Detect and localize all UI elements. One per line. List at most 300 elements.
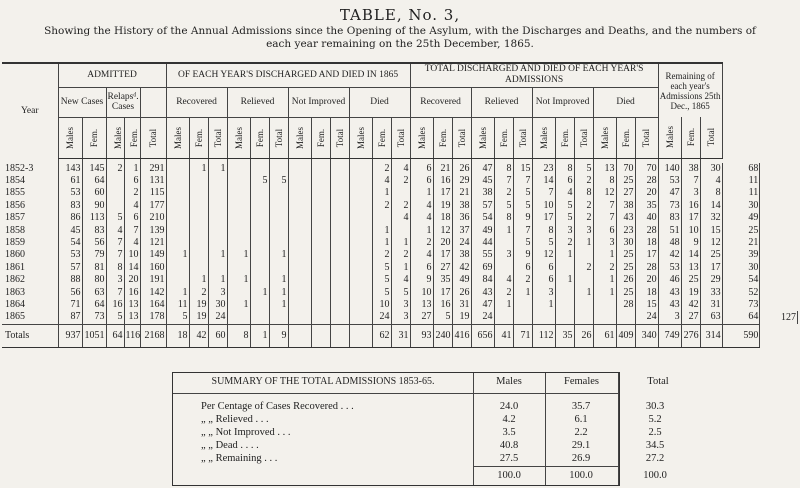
cell: 2	[372, 163, 391, 175]
cell: 13	[593, 163, 616, 175]
cell: 1	[250, 324, 269, 347]
cell: 38	[681, 163, 700, 175]
cell: 39	[722, 249, 760, 261]
cell: 26	[574, 324, 593, 347]
cell	[189, 175, 208, 187]
cell: 1	[208, 274, 227, 286]
cell: 2	[391, 249, 410, 261]
cell	[250, 299, 269, 311]
cell: 16	[106, 299, 124, 311]
cell: 28	[635, 224, 658, 236]
table-row	[2, 262, 798, 274]
cell	[250, 249, 269, 261]
cell: 1	[372, 187, 391, 199]
cell: 10	[532, 200, 555, 212]
cell: 113	[82, 212, 106, 224]
col-header-males-29: Males	[658, 117, 681, 158]
cell: 1	[372, 224, 391, 236]
cell	[494, 311, 513, 324]
cell: 47	[471, 163, 494, 175]
cell: 121	[140, 237, 166, 249]
summary-females-value: 2.2	[574, 427, 588, 438]
cell: 2	[372, 249, 391, 261]
new-cases-header: New Cases	[58, 87, 106, 117]
relieved-header-total: Relieved	[471, 87, 532, 117]
row-year: 1862	[5, 274, 25, 286]
row-year: 1852-3	[5, 162, 34, 174]
cell: 4	[391, 212, 410, 224]
summary-males-value: 40.8	[499, 440, 519, 451]
cell: 115	[140, 187, 166, 199]
cell	[349, 262, 372, 274]
cell	[574, 311, 593, 324]
cell: 3	[658, 311, 681, 324]
cell: 5	[166, 311, 189, 324]
cell	[311, 237, 330, 249]
cell: 17	[635, 249, 658, 261]
cell: 9	[681, 237, 700, 249]
cell: 140	[658, 163, 681, 175]
cell: 5	[269, 175, 288, 187]
cell: 4	[124, 200, 140, 212]
col-header-males-26: Males	[593, 117, 616, 158]
cell: 42	[658, 249, 681, 261]
summary-females-header: Females	[564, 376, 599, 387]
cell	[349, 286, 372, 298]
cell	[250, 212, 269, 224]
cell: 15	[513, 163, 532, 175]
cell: 6	[532, 262, 555, 274]
cell: 314	[700, 324, 722, 347]
cell: 2	[593, 262, 616, 274]
cell: 5	[555, 212, 574, 224]
cell: 10	[681, 224, 700, 236]
cell: 1	[372, 237, 391, 249]
cell	[311, 200, 330, 212]
summary-males-total: 100.0	[497, 470, 521, 481]
row-year: Totals	[2, 324, 58, 347]
cell: 13	[681, 262, 700, 274]
cell	[330, 249, 349, 261]
admitted-header: ADMITTED	[58, 63, 166, 87]
cell	[269, 262, 288, 274]
cell	[593, 299, 616, 311]
cell: 1	[593, 249, 616, 261]
cell: 27	[681, 311, 700, 324]
summary-males-value: 24.0	[499, 401, 519, 412]
cell: 8	[555, 163, 574, 175]
cell	[189, 249, 208, 261]
cell	[311, 249, 330, 261]
table-subtitle: Showing the History of the Annual Admissions since the Opening of the Asylum, with the Discharges and Deaths, and the numbers of each year remaining on the 25th December, 1865.	[44, 25, 756, 50]
recovered-header-total: Recovered	[410, 87, 471, 117]
cell: 5	[106, 311, 124, 324]
cell: 749	[658, 324, 681, 347]
cell	[269, 163, 288, 175]
cell: 1	[208, 163, 227, 175]
cell: 116	[124, 324, 140, 347]
cell: 51	[658, 224, 681, 236]
row-year: 1860	[5, 249, 25, 261]
cell: 28	[635, 175, 658, 187]
cell	[349, 311, 372, 324]
not-improved-header-total: Not Improved	[532, 87, 593, 117]
cell: 4	[700, 175, 722, 187]
cell: 1	[189, 274, 208, 286]
cell: 43	[471, 286, 494, 298]
cell: 73	[82, 311, 106, 324]
cell	[391, 224, 410, 236]
cell	[288, 224, 311, 236]
cell: 14	[124, 262, 140, 274]
cell: 5	[250, 175, 269, 187]
cell: 340	[635, 324, 658, 347]
summary-males-value: 27.5	[499, 453, 519, 464]
summary-row	[173, 427, 662, 440]
cell: 68	[722, 163, 760, 175]
cell	[166, 212, 189, 224]
cell: 60	[82, 187, 106, 199]
cell: 33	[700, 286, 722, 298]
cell	[349, 299, 372, 311]
cell: 20	[635, 187, 658, 199]
cell: 12	[593, 187, 616, 199]
cell: 2	[574, 175, 593, 187]
cell: 3	[555, 224, 574, 236]
col-header-total-19: Total	[452, 117, 471, 158]
cell: 7	[513, 224, 532, 236]
col-header-total-13: Total	[330, 117, 349, 158]
cell: 112	[532, 324, 555, 347]
summary-box	[172, 372, 669, 486]
cell: 48	[658, 237, 681, 249]
table-row	[2, 200, 798, 212]
summary-females-value: 35.7	[571, 401, 591, 412]
cell: 25	[616, 262, 635, 274]
cell: 590	[722, 324, 760, 347]
cell: 28	[635, 262, 658, 274]
cell: 29	[452, 175, 471, 187]
cell: 18	[635, 286, 658, 298]
cell	[166, 237, 189, 249]
cell: 38	[452, 200, 471, 212]
col-header-males-0: Males	[58, 117, 82, 158]
cell	[349, 200, 372, 212]
cell: 5	[513, 237, 532, 249]
cell	[555, 311, 574, 324]
summary-total-value: 30.3	[645, 401, 665, 412]
col-header-total-10: Total	[269, 117, 288, 158]
cell: 57	[58, 262, 82, 274]
cell: 4	[410, 212, 433, 224]
cell: 4	[410, 200, 433, 212]
col-header-fem-15: Fem.	[372, 117, 391, 158]
cell: 7	[106, 237, 124, 249]
row-year: 1857	[5, 212, 25, 224]
cell: 80	[82, 274, 106, 286]
cell: 42	[452, 262, 471, 274]
each-year-header: OF EACH YEAR'S DISCHARGED AND DIED IN 1865	[166, 63, 410, 87]
cell	[106, 200, 124, 212]
cell: 6	[513, 262, 532, 274]
cell	[311, 299, 330, 311]
cell: 1	[410, 224, 433, 236]
cell	[311, 224, 330, 236]
cell: 5	[433, 311, 452, 324]
cell: 12	[700, 237, 722, 249]
cell: 56	[82, 237, 106, 249]
cell: 12	[532, 249, 555, 261]
cell: 2	[513, 274, 532, 286]
summary-title: SUMMARY OF THE TOTAL ADMISSIONS 1853-65.	[211, 376, 435, 387]
cell	[269, 200, 288, 212]
relapsed-cases-header: Relapsᵈ. Cases	[106, 87, 140, 117]
cell: 69	[471, 262, 494, 274]
summary-total-header: Total	[647, 376, 669, 387]
col-header-males-17: Males	[410, 117, 433, 158]
cell	[208, 187, 227, 199]
cell: 8	[494, 163, 513, 175]
cell	[227, 163, 250, 175]
cell: 30	[616, 237, 635, 249]
cell: 17	[681, 212, 700, 224]
cell: 29	[700, 274, 722, 286]
cell: 4	[106, 224, 124, 236]
cell	[227, 187, 250, 199]
cell	[555, 262, 574, 274]
cell: 1	[269, 274, 288, 286]
cell: 5	[106, 212, 124, 224]
cell: 19	[189, 311, 208, 324]
cell: 2	[124, 187, 140, 199]
cell	[208, 175, 227, 187]
cell: 43	[616, 212, 635, 224]
cell: 7	[106, 286, 124, 298]
cell: 42	[681, 299, 700, 311]
col-header-fem-21: Fem.	[494, 117, 513, 158]
cell: 31	[452, 299, 471, 311]
col-header-total-16: Total	[391, 117, 410, 158]
cell: 8	[106, 262, 124, 274]
cell	[391, 187, 410, 199]
cell: 1	[555, 249, 574, 261]
cell: 16	[433, 175, 452, 187]
summary-females-value: 26.9	[571, 453, 591, 464]
cell: 23	[616, 224, 635, 236]
cell	[166, 187, 189, 199]
cell	[330, 299, 349, 311]
cell: 131	[140, 175, 166, 187]
cell	[330, 237, 349, 249]
cell: 21	[452, 187, 471, 199]
cell: 43	[658, 299, 681, 311]
cell: 37	[452, 224, 471, 236]
col-header-total-4: Total	[140, 117, 166, 158]
cell	[189, 262, 208, 274]
cell: 12	[433, 224, 452, 236]
cell: 1	[227, 274, 250, 286]
cell: 13	[124, 311, 140, 324]
summary-total-value: 34.5	[645, 440, 665, 451]
cell: 17	[433, 286, 452, 298]
summary-total-value: 27.2	[645, 453, 665, 464]
cell	[288, 237, 311, 249]
cell: 1	[227, 249, 250, 261]
cell	[311, 286, 330, 298]
cell: 9	[513, 212, 532, 224]
cell: 240	[433, 324, 452, 347]
cell: 17	[532, 212, 555, 224]
cell: 19	[681, 286, 700, 298]
cell: 14	[700, 200, 722, 212]
cell: 61	[58, 175, 82, 187]
cell: 4	[555, 187, 574, 199]
cell: 57	[471, 200, 494, 212]
cell: 41	[494, 324, 513, 347]
cell: 2	[106, 163, 124, 175]
cell: 1	[269, 299, 288, 311]
cell: 11	[722, 187, 760, 199]
cell: 6	[555, 175, 574, 187]
cell: 178	[140, 311, 166, 324]
col-header-fem-1: Fem.	[82, 117, 106, 158]
summary-row	[173, 414, 662, 427]
died-header-1865: Died	[349, 87, 410, 117]
col-header-males-5: Males	[166, 117, 189, 158]
cell	[494, 262, 513, 274]
cell: 18	[635, 237, 658, 249]
cell: 5	[494, 200, 513, 212]
summary-row-label: „ „ Remaining . . .	[201, 453, 278, 464]
table-row	[2, 249, 798, 261]
cell: 4	[391, 274, 410, 286]
cell: 164	[140, 299, 166, 311]
cell	[574, 299, 593, 311]
cell: 177	[140, 200, 166, 212]
cell: 30	[722, 200, 760, 212]
cell: 62	[372, 324, 391, 347]
cell: 25	[616, 286, 635, 298]
cell	[189, 224, 208, 236]
cell	[288, 212, 311, 224]
cell: 73	[722, 299, 760, 311]
cell: 1	[269, 249, 288, 261]
cell: 49	[452, 274, 471, 286]
cell	[288, 200, 311, 212]
cell: 17	[700, 262, 722, 274]
cell	[555, 286, 574, 298]
summary-row-label: Per Centage of Cases Recovered . . .	[201, 401, 354, 412]
cell: 21	[722, 237, 760, 249]
table-title: TABLE, No. 3,	[339, 6, 461, 24]
cell	[349, 274, 372, 286]
cell	[349, 175, 372, 187]
col-header-fem-12: Fem.	[311, 117, 330, 158]
summary-row	[173, 440, 665, 453]
cell: 8	[700, 187, 722, 199]
cell: 26	[616, 274, 635, 286]
cell: 5	[513, 200, 532, 212]
cell: 31	[700, 299, 722, 311]
cell	[288, 175, 311, 187]
cell: 5	[372, 286, 391, 298]
cell	[349, 324, 372, 347]
cell: 19	[433, 200, 452, 212]
cell: 7	[513, 175, 532, 187]
cell	[189, 187, 208, 199]
cell: 17	[433, 249, 452, 261]
col-header-males-2: Males	[106, 117, 124, 158]
row-year: 1859	[5, 237, 25, 249]
cell	[227, 175, 250, 187]
summary-females-total: 100.0	[569, 470, 593, 481]
cell	[311, 262, 330, 274]
cell	[106, 175, 124, 187]
cell: 3	[106, 274, 124, 286]
cell: 1	[189, 163, 208, 175]
cell: 4	[391, 163, 410, 175]
cell	[349, 249, 372, 261]
col-header-males-14: Males	[349, 117, 372, 158]
cell: 8	[494, 212, 513, 224]
summary-row	[173, 401, 665, 414]
table-row	[2, 175, 798, 187]
summary-total-value: 2.5	[648, 427, 662, 438]
cell: 7	[494, 175, 513, 187]
cell: 63	[82, 286, 106, 298]
col-header-fem-24: Fem.	[555, 117, 574, 158]
cell	[330, 212, 349, 224]
cell	[288, 324, 311, 347]
cell: 937	[58, 324, 82, 347]
cell: 1	[410, 187, 433, 199]
cell: 9	[513, 249, 532, 261]
cell: 88	[58, 274, 82, 286]
cell: 40	[635, 212, 658, 224]
cell	[330, 187, 349, 199]
cell	[227, 262, 250, 274]
cell	[330, 200, 349, 212]
cell	[288, 286, 311, 298]
cell: 2	[574, 212, 593, 224]
cell: 71	[58, 299, 82, 311]
cell: 15	[635, 299, 658, 311]
cell: 3	[391, 311, 410, 324]
cell: 1	[269, 286, 288, 298]
cell	[250, 262, 269, 274]
cell	[288, 274, 311, 286]
cell	[208, 200, 227, 212]
cell: 47	[658, 187, 681, 199]
cell	[574, 274, 593, 286]
cell: 49	[471, 224, 494, 236]
cell	[269, 212, 288, 224]
cell	[269, 224, 288, 236]
cell: 6	[593, 224, 616, 236]
cell: 38	[471, 187, 494, 199]
cell: 276	[681, 324, 700, 347]
col-header-total-7: Total	[208, 117, 227, 158]
col-header-fem-6: Fem.	[189, 117, 208, 158]
cell	[227, 237, 250, 249]
cell: 42	[189, 324, 208, 347]
col-header-males-23: Males	[532, 117, 555, 158]
cell	[574, 249, 593, 261]
cell	[208, 262, 227, 274]
cell: 10	[410, 286, 433, 298]
cell: 49	[722, 212, 760, 224]
summary-row-label: „ „ Dead . . . .	[201, 440, 259, 451]
